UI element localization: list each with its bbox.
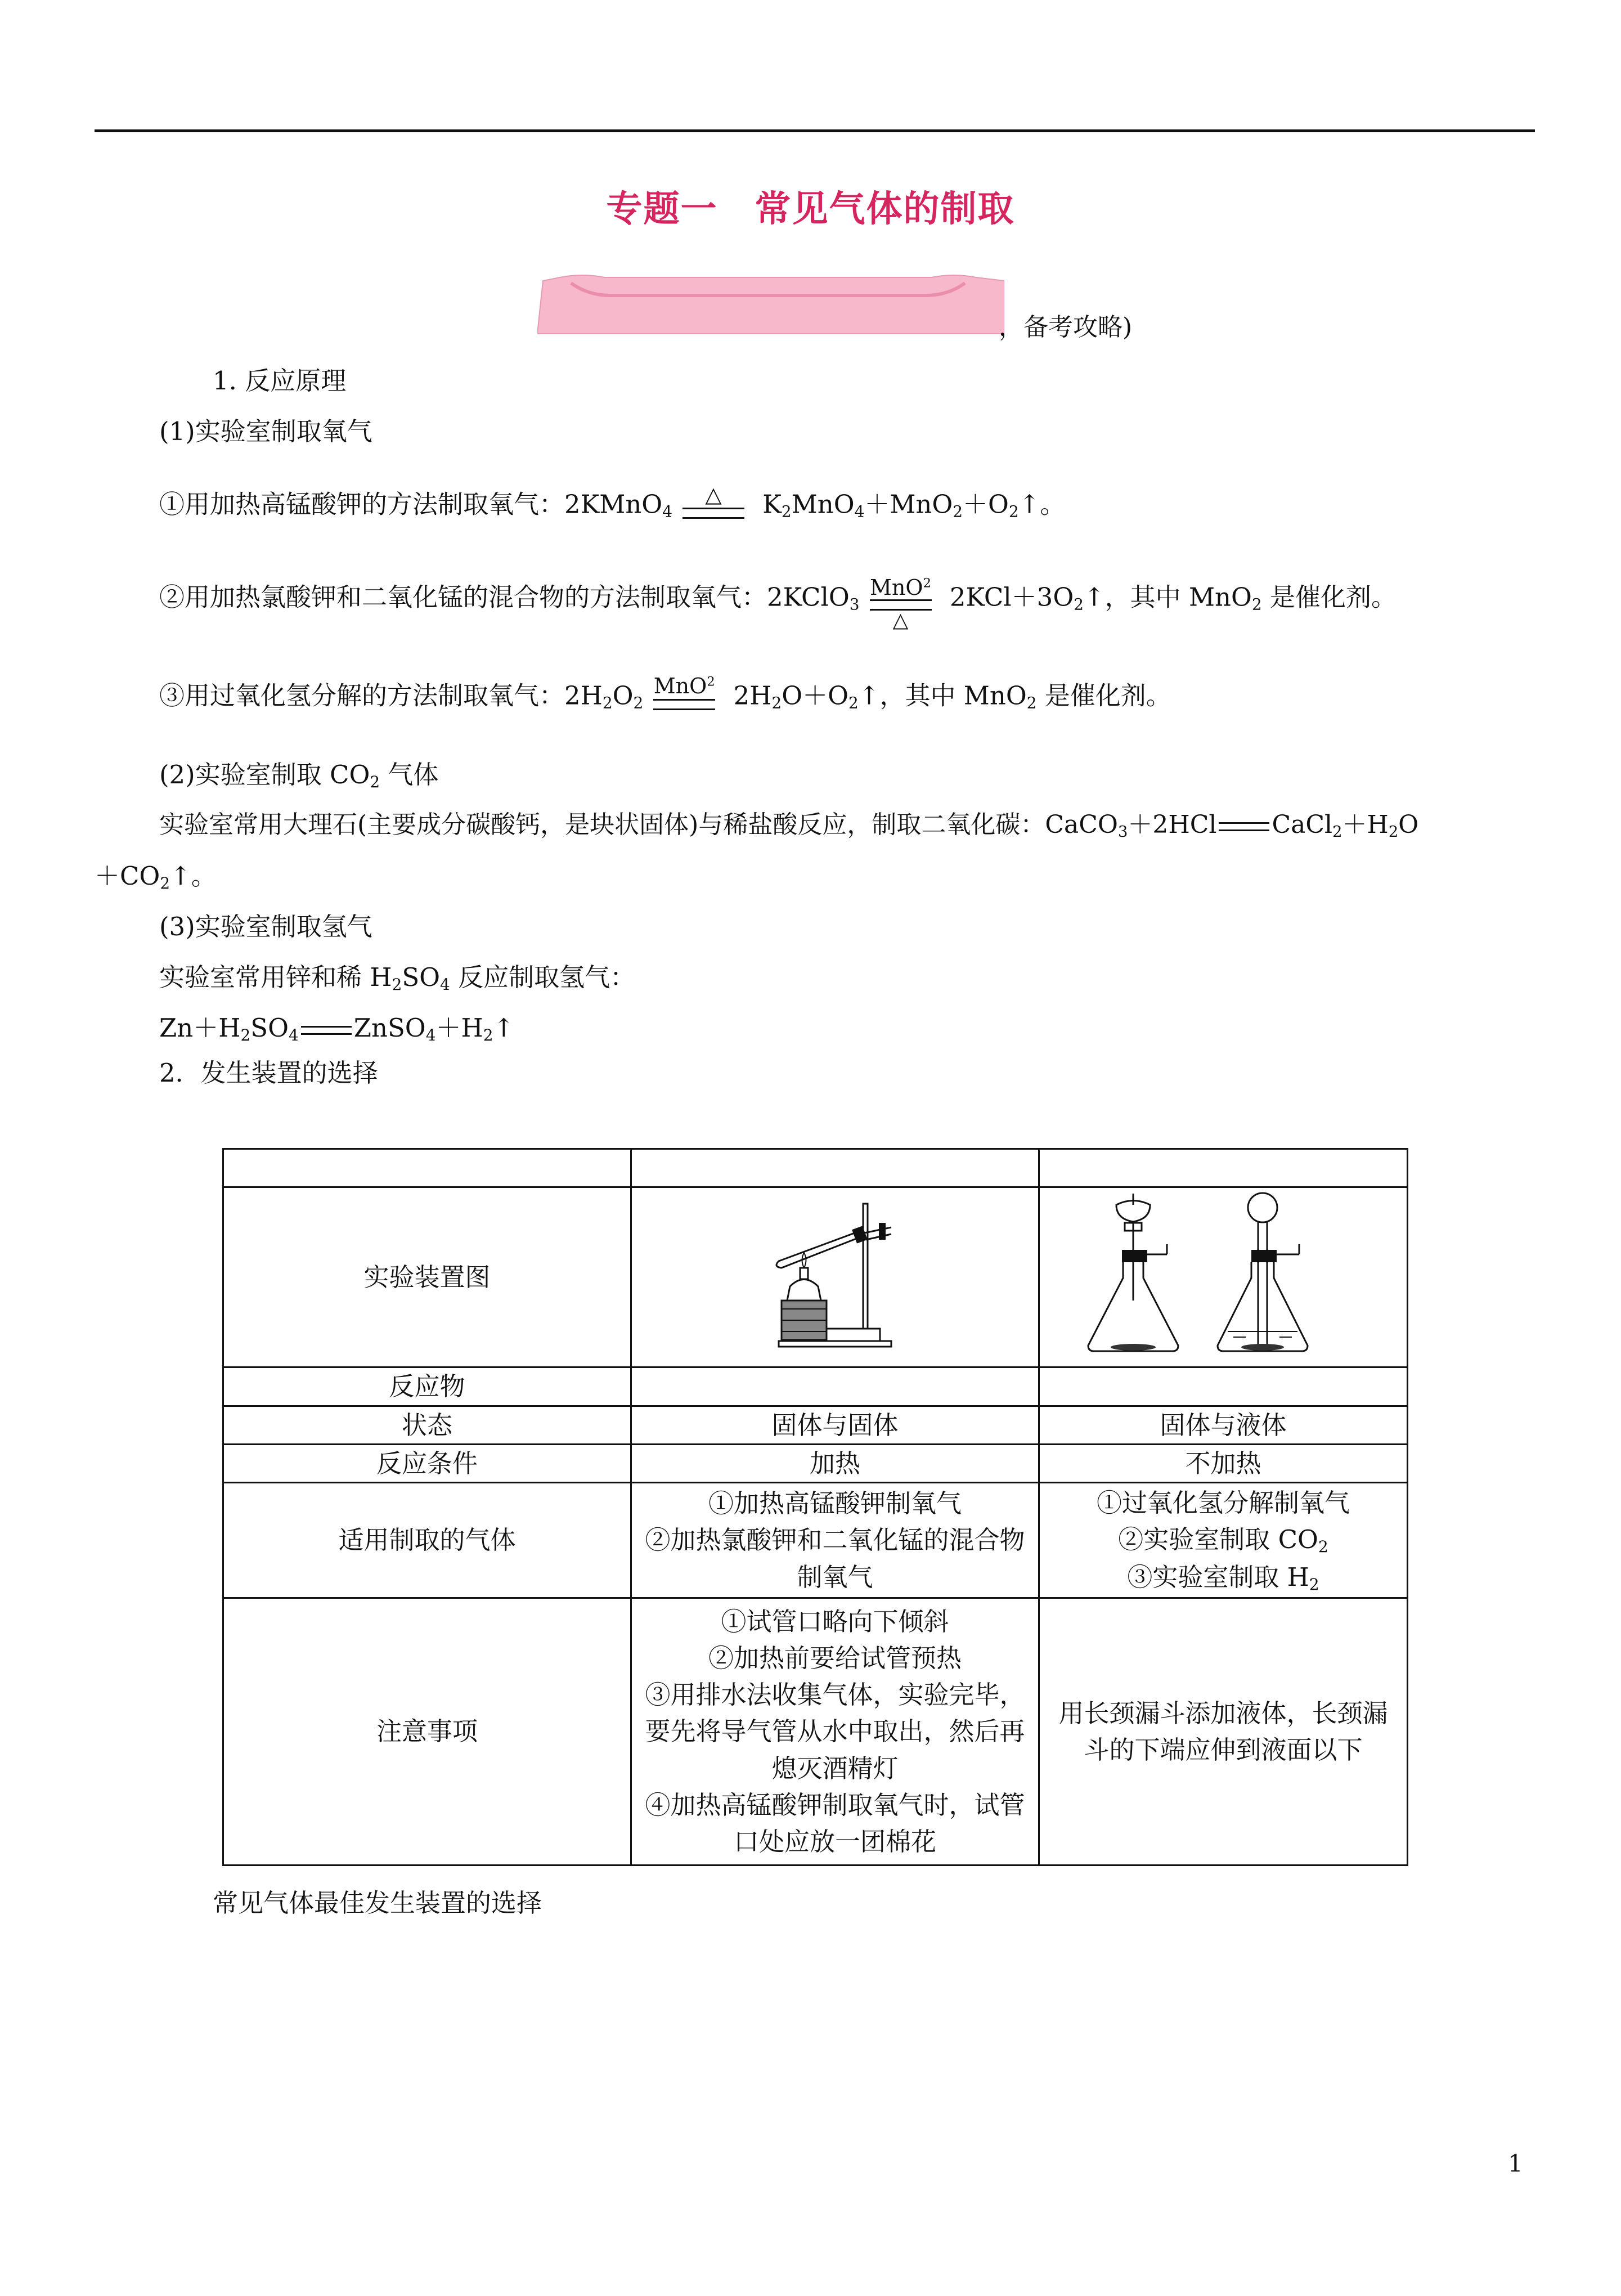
- table-row: [223, 1149, 1408, 1187]
- table-cell: [1039, 1149, 1408, 1187]
- table-row: [223, 1598, 1408, 1866]
- sub-heading-hydrogen: (3)实验室制取氢气: [159, 912, 372, 941]
- row-label-condition: 反应条件: [223, 1444, 631, 1482]
- gas-item: ①过氧化氢分解制氧气: [1096, 1487, 1350, 1518]
- heading-apparatus-selection: 2．发生装置的选择: [159, 1058, 378, 1088]
- banner-label: ，备考攻略): [999, 313, 1133, 342]
- condition-no-heating: 不加热: [1039, 1444, 1408, 1482]
- co2-description-line2: $+CO_2↑$。: [95, 861, 217, 893]
- row-label-state: 状态: [223, 1406, 631, 1444]
- row-label-gases: 适用制取的气体: [223, 1483, 631, 1598]
- table-row: [223, 1483, 1408, 1598]
- sub-heading-oxygen: (1)实验室制取氧气: [159, 416, 372, 446]
- table-row: [223, 1367, 1408, 1406]
- table-cell: [631, 1149, 1039, 1187]
- table-cell: [631, 1367, 1039, 1406]
- gas-item: ①加热高锰酸钾制氧气: [708, 1488, 962, 1519]
- table-cell: [1039, 1367, 1408, 1406]
- co2-description-line1: 实验室常用大理石(主要成分碳酸钙，是块状固体)与稀盐酸反应，制取二氧化碳：CaCO$_3$＋2HCl $CaCl_2+H_2O$: [159, 810, 1419, 841]
- note-item: ③用排水法收集气体，实验完毕，要先将导气管从水中取出，然后再熄灭酒精灯: [645, 1680, 1025, 1783]
- table-row: [223, 1406, 1408, 1444]
- table-row: [223, 1444, 1408, 1482]
- catalyst-condition: MnO$^2$: [653, 675, 715, 720]
- gas-item: ③实验室制取 $H_2$: [1127, 1562, 1319, 1594]
- row-label-apparatus: 实验装置图: [223, 1187, 631, 1367]
- table-caption: 常见气体最佳发生装置的选择: [213, 1888, 542, 1918]
- notes-solid-liquid: 用长颈漏斗添加液体，长颈漏斗的下端应伸到液面以下: [1039, 1598, 1408, 1866]
- oxygen-method-1: ①用加热高锰酸钾的方法制取氧气：2KMnO$_4$ △ $K_2MnO_4+MnO_2+O_2↑$。: [159, 484, 1065, 529]
- oxygen-method-2: ②用加热氯酸钾和二氧化锰的混合物的方法制取氧气：2KClO$_3$ MnO$^2$ △ $2KCl+3O_2↑$，其中 MnO$_2$ 是催化剂。: [159, 575, 1397, 632]
- hydrogen-description: 实验室常用锌和稀 $H_2SO_4$ 反应制取氢气：: [159, 962, 636, 994]
- note-item: ②加热前要给试管预热: [708, 1643, 962, 1673]
- apparatus-table: [222, 1148, 1408, 1866]
- oxygen-method-3: ③用过氧化氢分解的方法制取氧气：$2H_2O_2$ MnO$^2$ $2H_2O+O_2↑$，其中 MnO$_2$ 是催化剂。: [159, 675, 1171, 720]
- equals-sign: [301, 1026, 352, 1035]
- state-solid-solid: 固体与固体: [631, 1406, 1039, 1444]
- gases-solid-liquid: [1039, 1483, 1408, 1598]
- gas-item: ②加热氯酸钾和二氧化锰的混合物制氧气: [645, 1525, 1025, 1592]
- section-banner: [537, 273, 1004, 335]
- page-title: 专题一 常见气体的制取: [606, 189, 1015, 230]
- gases-solid-heating: [631, 1483, 1039, 1598]
- catalyst-heating-condition: MnO$^2$ △: [869, 575, 932, 632]
- state-solid-liquid: 固体与液体: [1039, 1406, 1408, 1444]
- sub-heading-co2: (2)实验室制取 $CO_2$ 气体: [159, 760, 439, 791]
- note-item: ④加热高锰酸钾制取氧气时，试管口处应放一团棉花: [645, 1790, 1025, 1857]
- notes-solid-heating: [631, 1598, 1039, 1866]
- page-number: 1: [1508, 2150, 1523, 2177]
- hydrogen-equation: $Zn+H_2SO_4$ $ZnSO_4+H_2↑$: [159, 1013, 515, 1044]
- equals-sign: [1219, 822, 1269, 831]
- table-cell: [223, 1149, 631, 1187]
- header-rule: [95, 129, 1535, 132]
- table-row: [223, 1187, 1408, 1367]
- heading-reaction-principle: 1. 反应原理: [213, 366, 347, 396]
- condition-heating: 加热: [631, 1444, 1039, 1482]
- note-item: ①试管口略向下倾斜: [721, 1606, 949, 1636]
- row-label-notes: 注意事项: [223, 1598, 631, 1866]
- row-label-reactants: 反应物: [223, 1367, 631, 1406]
- solid-liquid-apparatus-cell: [1039, 1187, 1408, 1367]
- gas-item: ②实验室制取 $CO_2$: [1118, 1524, 1328, 1557]
- solid-heating-apparatus-cell: [631, 1187, 1039, 1367]
- solid-heating-apparatus-diagram: [756, 1194, 914, 1351]
- heating-condition-arrow: △: [682, 484, 744, 529]
- solid-liquid-apparatus-diagram: [1077, 1188, 1369, 1357]
